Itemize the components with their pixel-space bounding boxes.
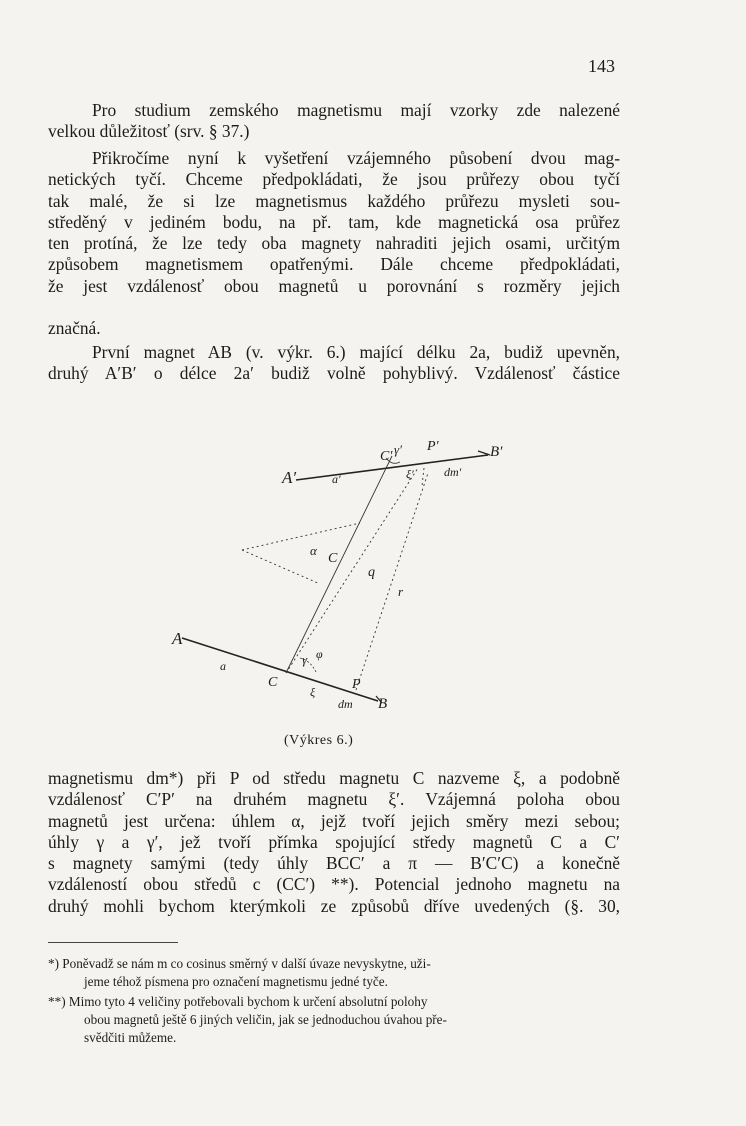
text-line: druhý mohli bychom kterýmkoli ze způsobů dříve uvedených (§. 30, bbox=[48, 895, 620, 916]
label-p: P bbox=[352, 677, 361, 692]
alpha-arm-lower bbox=[242, 550, 320, 584]
text-line: Přikročíme nyní k vyšetření vzájemného působení dvou mag- bbox=[92, 148, 620, 168]
footnote-line: **) Mimo tyto 4 veličiny potřebovali bychom k určení absolutní polohy bbox=[48, 994, 428, 1009]
line-c-c-prime bbox=[286, 456, 392, 673]
text-line: magnetů jest určena: úhlem α, jejž tvoří jejich směry mezi sebou; bbox=[48, 810, 620, 831]
label-a-prime: A′ bbox=[282, 468, 297, 487]
label-b: B bbox=[378, 696, 388, 712]
label-alpha: α bbox=[310, 543, 317, 558]
label-gamma: γ bbox=[302, 652, 308, 667]
label-a: A bbox=[172, 629, 183, 648]
label-xi-prime: ξ′ bbox=[406, 467, 414, 481]
footnote-divider bbox=[48, 942, 178, 943]
label-r: r bbox=[398, 584, 404, 599]
line-p-prime-tick bbox=[422, 468, 424, 486]
label-dm-prime: dm′ bbox=[444, 465, 462, 479]
figure-vykres-6 bbox=[160, 428, 540, 728]
label-dm: dm bbox=[338, 697, 353, 711]
footnote-line: jeme téhož písmena pro označení magnetismu jedné tyče. bbox=[84, 974, 388, 990]
paragraph-definitions bbox=[48, 768, 620, 917]
label-small-a-prime: a′ bbox=[332, 472, 341, 486]
footnote-line: obou magnetů ještě 6 jiných veličin, jak se jednoduchou úvahou pře- bbox=[84, 1012, 447, 1028]
footnote-1 bbox=[48, 955, 620, 991]
paragraph-intro-end bbox=[48, 121, 620, 142]
text-line: druhý A′B′ o délce 2a′ budiž volně pohyblivý. Vzdálenosť částice bbox=[48, 363, 620, 384]
page-number: 143 bbox=[588, 56, 615, 76]
text-line: značná. bbox=[48, 318, 101, 338]
magnet-a-b bbox=[182, 638, 378, 701]
text-line: že jest vzdálenosť obou magnetů u porovnání s rozměry jejich bbox=[48, 275, 620, 296]
paragraph-setup-end bbox=[48, 318, 620, 339]
footnote-line: svědčiti můžeme. bbox=[84, 1030, 177, 1046]
text-line: středěný v jediném bodu, na př. tam, kde magnetická osa průřez bbox=[48, 211, 620, 232]
text-line: způsobem magnetismem opatřenými. Dále chceme předpokládati, bbox=[48, 254, 620, 275]
label-phi: φ bbox=[316, 647, 323, 661]
paragraph-intro bbox=[48, 100, 620, 121]
text-line: magnetismu dm*) při P od středu magnetu C nazveme ξ, a podobně bbox=[48, 768, 620, 788]
text-line: ten protíná, že lze tedy oba magnety nahraditi jejich osami, určitým bbox=[48, 233, 620, 254]
text-line: vzdálenosť C′P′ na druhém magnetu ξ′. Vzájemná poloha obou bbox=[48, 789, 620, 810]
label-c: C bbox=[268, 675, 278, 690]
label-p-prime: P′ bbox=[427, 439, 439, 454]
footnote-line: *) Poněvadž se nám m co cosinus směrný v další úvaze nevyskytne, uži- bbox=[48, 956, 431, 971]
line-q bbox=[286, 468, 418, 673]
footnote-2 bbox=[48, 993, 620, 1048]
figure-caption: (Výkres 6.) bbox=[284, 733, 354, 748]
label-c-mid: C bbox=[328, 551, 338, 566]
alpha-arm-upper bbox=[242, 523, 360, 550]
text-line: s magnety samými (tedy úhly BCC′ a π — B′C′C) a konečně bbox=[48, 853, 620, 874]
text-line: vzdáleností obou středů c (CC′) **). Potencial jednoho magnetu na bbox=[48, 874, 620, 895]
label-xi: ξ bbox=[310, 685, 316, 699]
text-line: První magnet AB (v. výkr. 6.) mající délku 2a, budiž upevněn, bbox=[92, 342, 620, 362]
paragraph-magnets bbox=[48, 342, 620, 385]
label-q: q bbox=[368, 565, 375, 580]
text-line: Pro studium zemského magnetismu mají vzorky zde nalezené bbox=[92, 100, 620, 120]
paragraph-setup bbox=[48, 148, 620, 297]
label-small-a: a bbox=[220, 659, 226, 673]
line-r bbox=[356, 473, 428, 690]
text-line: tak malé, že si lze magnetismus každého průřezu mysleti sou- bbox=[48, 190, 620, 211]
label-gamma-prime: γ′ bbox=[394, 442, 402, 457]
text-line: velkou důležitosť (srv. § 37.) bbox=[48, 121, 250, 141]
text-line: netických tyčí. Chceme předpokládati, že jsou průřezy obou tyčí bbox=[48, 169, 620, 190]
label-c-prime: C′ bbox=[380, 449, 393, 464]
label-b-prime: B′ bbox=[490, 444, 503, 460]
text-line: úhly γ a γ′, jež tvoří přímka spojující středy magnetů C a C′ bbox=[48, 831, 620, 852]
